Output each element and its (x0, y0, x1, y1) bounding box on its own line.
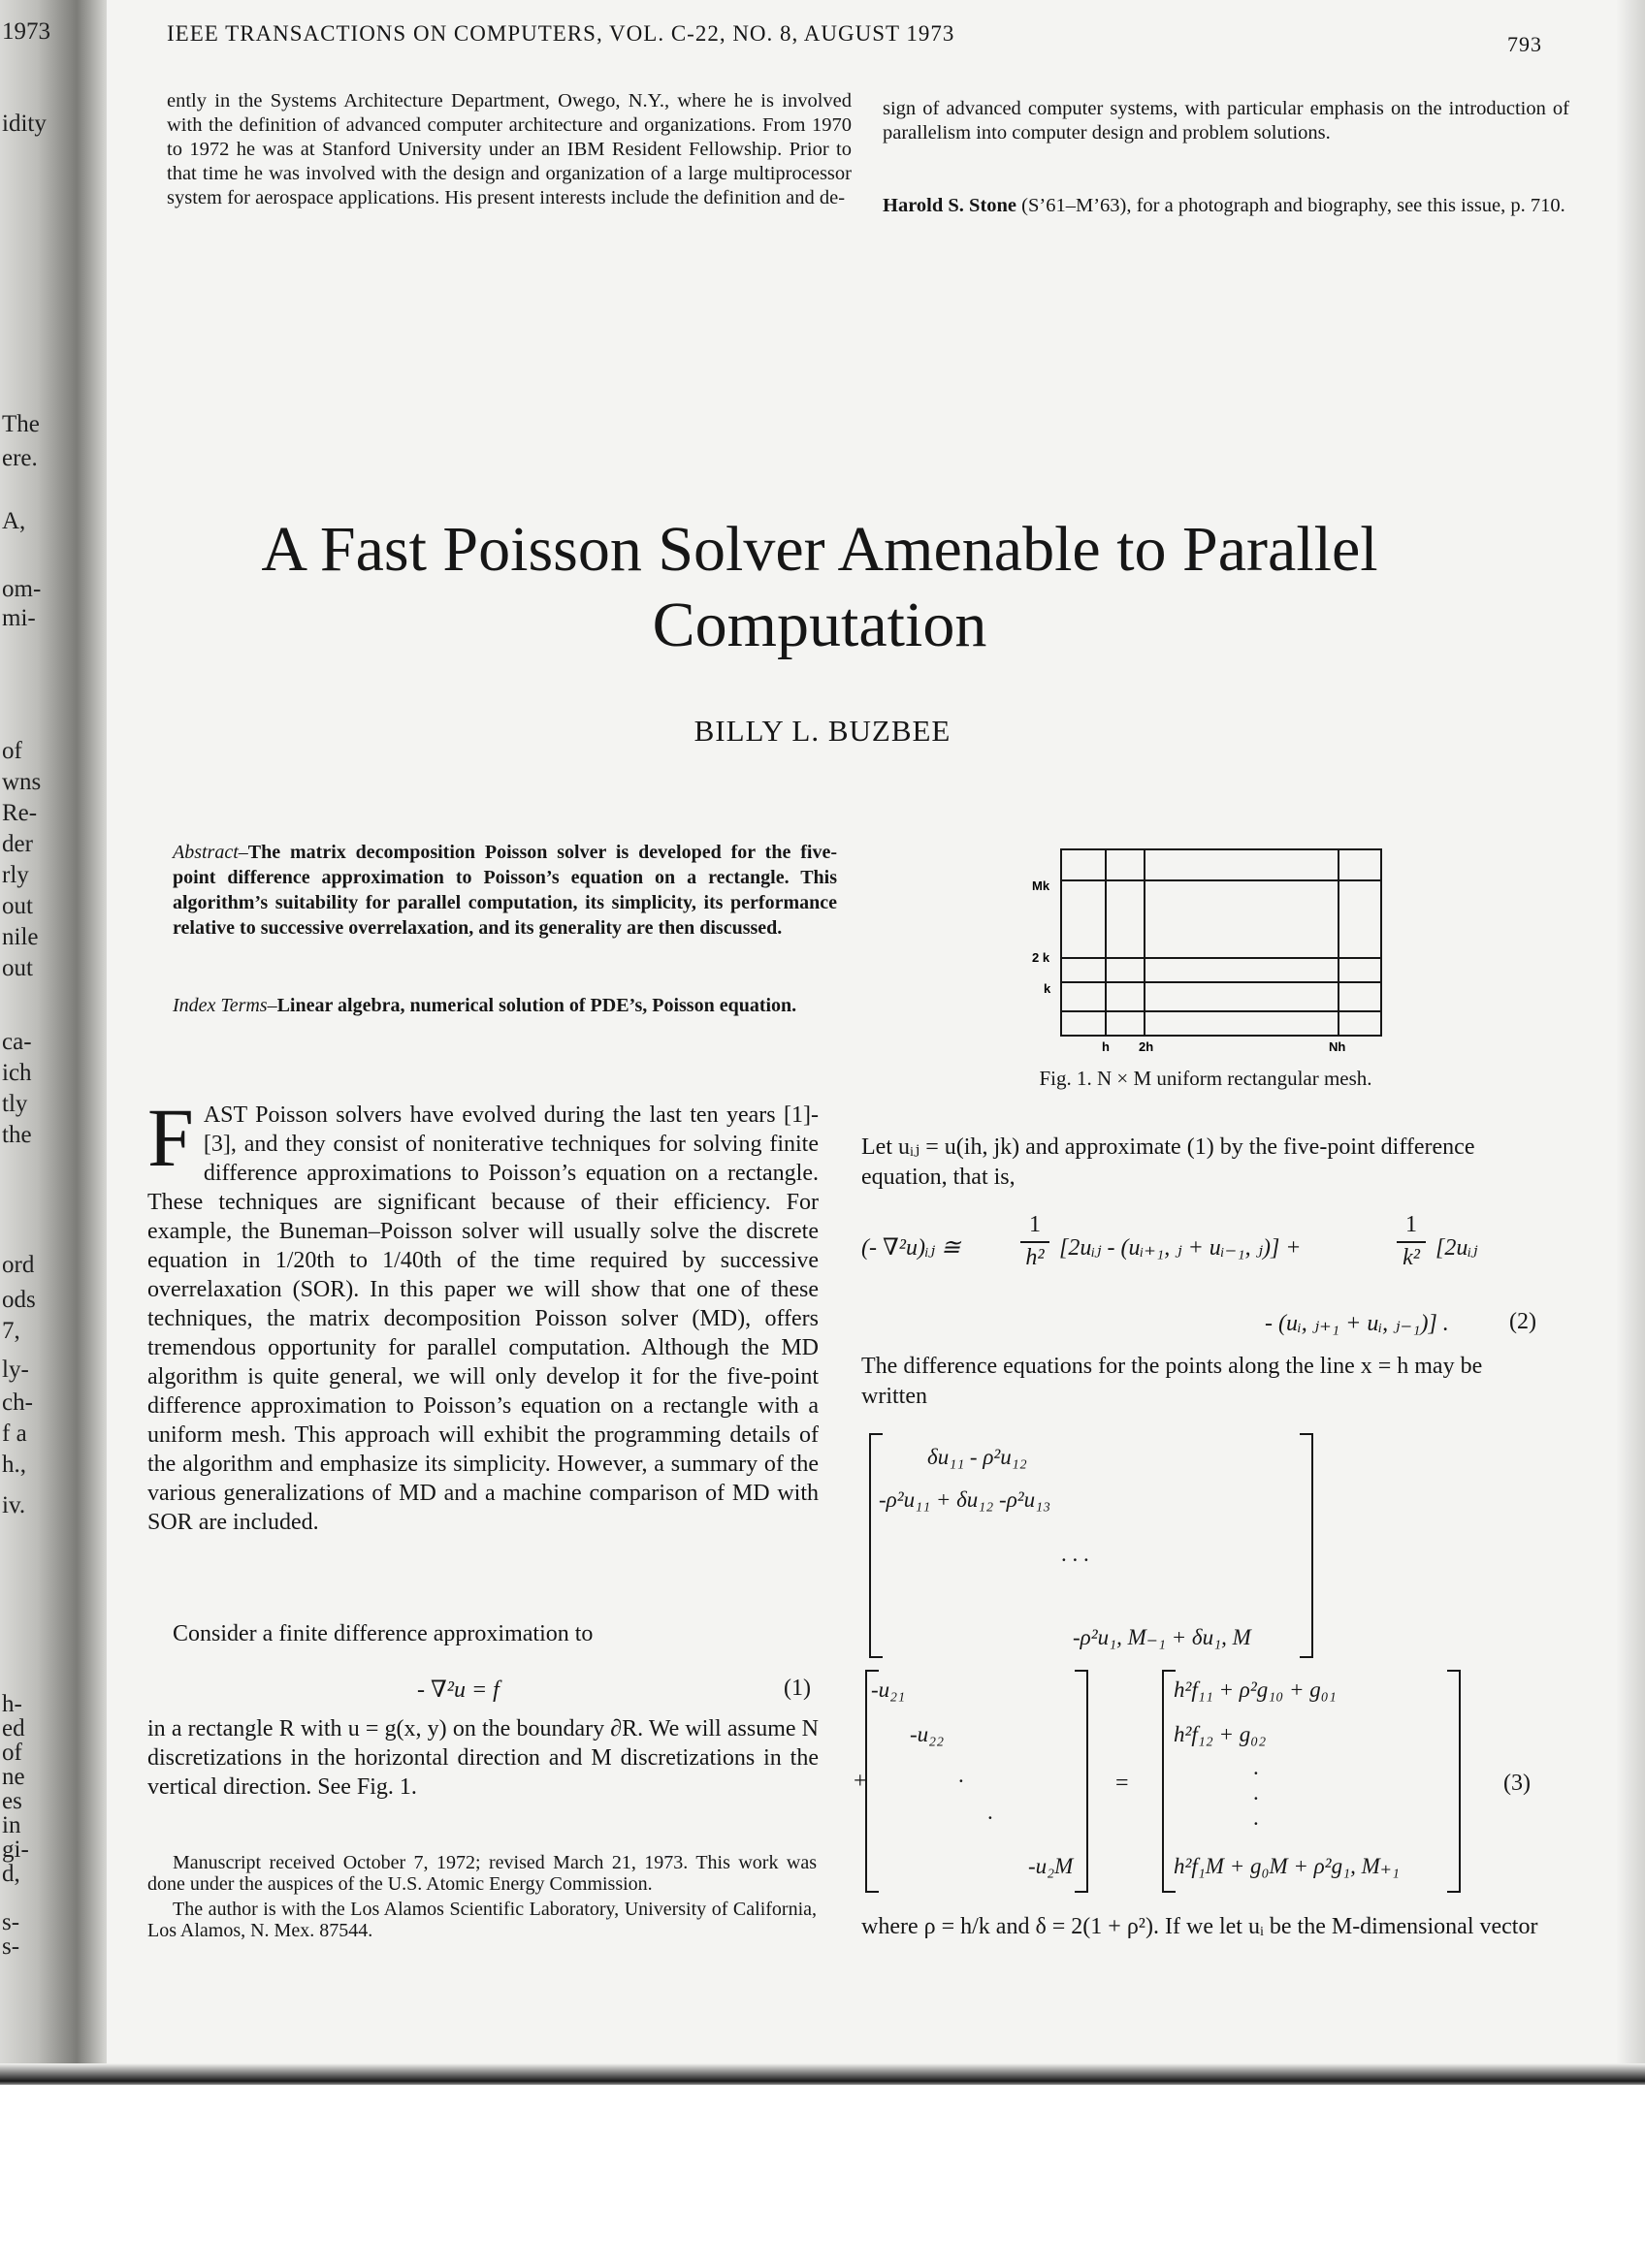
spine-fragment: h., (2, 1452, 26, 1478)
eq2-frac1-bar (1020, 1241, 1049, 1243)
spine-fragment: Re- (2, 800, 38, 826)
footnote-affiliation: The author is with the Los Alamos Scientific Laboratory, University of California, Los Alamos, N. Mex. 87544. (147, 1899, 817, 1941)
matrix-b-row-last: -u₂M (1028, 1854, 1074, 1878)
matrix-a-dots: . . . (1061, 1542, 1089, 1566)
matrix-b-row-1: -u₂₁ (871, 1677, 906, 1702)
equation-2-number: (2) (1509, 1309, 1536, 1334)
abstract-text: The matrix decomposition Poisson solver is developed for the five-point difference approximation to Poisson’s equation on a rectangle. This algorithm’s suitability for parallel computation, its simplicity, its performance relative to successive overrelaxation, and its generality are then discussed. (173, 842, 837, 939)
scan-margin (0, 2085, 1645, 2268)
matrix-a-row-last: -ρ²u₁, M₋₁ + δu₁, M (1073, 1625, 1251, 1649)
consider-paragraph: Consider a finite difference approximation to (173, 1621, 594, 1646)
eq2-frac2-num: 1 (1405, 1212, 1417, 1237)
spine-fragment: ly- (2, 1357, 29, 1383)
author: BILLY L. BUZBEE (693, 714, 952, 748)
spine-fragment: ch- (2, 1390, 33, 1416)
spine-fragment: out (2, 893, 33, 919)
matrix-c-dot-1: . (1253, 1755, 1259, 1779)
let-paragraph: Let uᵢⱼ = u(ih, jk) and approximate (1) by the five-point difference equation, that is, (861, 1134, 1475, 1190)
stone-name: Harold S. Stone (883, 195, 1017, 216)
equation-3-number: (3) (1503, 1771, 1531, 1796)
spine-fragment: the (2, 1122, 32, 1148)
where-paragraph: where ρ = h/k and δ = 2(1 + ρ²). If we let uᵢ be the M-dimensional vector (861, 1914, 1538, 1939)
mesh-border (1061, 849, 1381, 1036)
running-head: IEEE TRANSACTIONS ON COMPUTERS, VOL. C-22, NO. 8, AUGUST 1973 (167, 21, 955, 46)
spine-fragment: s- (2, 1933, 20, 1960)
spine-fragment: tly (2, 1091, 28, 1117)
title-line-2: Computation (652, 590, 987, 660)
intro-paragraph (147, 1091, 819, 1537)
matrix-c-row-last: h²f₁M + g₀M + ρ²g₁, M₊₁ (1174, 1854, 1400, 1878)
matrix-b-left-bracket (865, 1670, 879, 1893)
label-h: h (1102, 1039, 1110, 1054)
stone-bio-text: (S’61–M’63), for a photograph and biography, see this issue, p. 710. (1016, 195, 1565, 216)
plus-sign: + (854, 1769, 867, 1794)
eq2-tail: [2uᵢⱼ (1435, 1235, 1478, 1261)
spine-fragment: ca- (2, 1029, 32, 1055)
spine-fragment: A, (2, 508, 26, 534)
spine-fragment: nile (2, 924, 39, 950)
figure-1-mesh (1028, 842, 1397, 1055)
spine-fragment: 7, (2, 1318, 20, 1344)
drop-cap: F (147, 1091, 194, 1184)
page-right-edge (1616, 0, 1645, 2085)
spine-fragment: ods (2, 1287, 36, 1313)
spine-fragment: ord (2, 1252, 35, 1278)
spine-fragment: s- (2, 1909, 20, 1935)
spine-fragment: der (2, 831, 33, 857)
spine-fragment: es (2, 1788, 22, 1814)
spine-fragment: om- (2, 576, 42, 602)
index-text: Linear algebra, numerical solution of PDE’s, Poisson equation. (276, 995, 797, 1016)
spine-fragment: iv. (2, 1492, 26, 1518)
eq2-frac2-den: k² (1403, 1245, 1420, 1270)
prev-bio-right: sign of advanced computer systems, with particular emphasis on the introduction of parallelism into computer design and problem solutions. (883, 98, 1569, 144)
matrix-c-right-bracket (1447, 1670, 1461, 1893)
rectangle-paragraph: in a rectangle R with u = g(x, y) on the boundary ∂R. We will assume N discretizations in the horizontal direction and M discretizations in the vertical direction. See Fig. 1. (147, 1716, 819, 1800)
spine-fragment: rly (2, 862, 29, 888)
spine-fragment: f a (2, 1421, 27, 1447)
spine-fragment: 1973 (2, 18, 50, 45)
index-terms (173, 993, 837, 1018)
spine-fragment: of (2, 738, 22, 764)
label-mk: Mk (1032, 878, 1050, 893)
footnote-manuscript: Manuscript received October 7, 1972; revised March 21, 1973. This work was done under the auspices of the U.S. Atomic Energy Commission. (147, 1852, 817, 1895)
matrix-c-row-1: h²f₁₁ + ρ²g₁₀ + g₀₁ (1174, 1677, 1337, 1702)
footnotes (147, 1852, 817, 1945)
equation-1-number: (1) (784, 1676, 811, 1701)
figure-1-caption: Fig. 1. N × M uniform rectangular mesh. (1039, 1067, 1372, 1090)
spine-fragment: The (2, 411, 40, 437)
page-number: 793 (1507, 32, 1542, 56)
spine-fragment: h- (2, 1691, 22, 1717)
index-lead: Index Terms– (173, 995, 277, 1016)
spine-fragment: ed (2, 1715, 25, 1741)
equation-1: - ∇²u = f (417, 1677, 500, 1703)
matrix-a-row-2: -ρ²u₁₁ + δu₁₂ -ρ²u₁₃ (879, 1487, 1051, 1512)
matrix-a-left-bracket (869, 1433, 883, 1658)
eq2-middle: [2uᵢⱼ - (uᵢ₊₁, ⱼ + uᵢ₋₁, ⱼ)] + (1059, 1235, 1302, 1261)
equals-sign: = (1115, 1771, 1129, 1796)
abstract-lead: Abstract– (173, 842, 248, 863)
prev-bio-left: ently in the Systems Architecture Department, Owego, N.Y., where he is involved with the definition of advanced computer architecture and organizations. From 1970 to 1972 he was at Stanford University under an IBM Resident Fellowship. Prior to that time he was involved with the design and organization of a large multiprocessor system for aerospace applications. His present interests include the definition and de- (167, 90, 852, 208)
label-2k: 2 k (1032, 950, 1050, 965)
spine-fragment: ich (2, 1060, 32, 1086)
matrix-a-right-bracket (1300, 1433, 1313, 1658)
eq2-frac1-den: h² (1025, 1245, 1045, 1270)
matrix-a-row-1: δu₁₁ - ρ²u₁₂ (927, 1445, 1027, 1469)
spine-fragment: ere. (2, 445, 38, 471)
eq2-line-2: - (uᵢ, ⱼ₊₁ + uᵢ, ⱼ₋₁)] . (1265, 1311, 1449, 1336)
spine-fragment: wns (2, 769, 42, 795)
article-title (145, 512, 1494, 663)
eq2-frac2-bar (1397, 1241, 1426, 1243)
spine-fragment: in (2, 1812, 21, 1838)
spine-fragment: of (2, 1740, 22, 1766)
matrix-b-dot-2: . (987, 1800, 993, 1824)
label-nh: Nh (1329, 1039, 1346, 1054)
intro-text: AST Poisson solvers have evolved during the last ten years [1]-[3], and they consist of noniterative techniques for solving finite difference approximations to Poisson’s equation on a rectangle. These techniques are significant because of their efficiency. For example, the Buneman–Poisson solver will usually solve the discrete equation in 1/20th to 1/40th of the time required by successive overrelaxation (SOR). In this paper we will show that one of these techniques, the matrix decomposition Poisson solver (MD), offers tremendous opportunity for parallel computation. Although the MD algorithm is quite general, we will only develop it for the five-point difference approximation to Poisson’s equation on a rectangle with a uniform mesh. This approach will exhibit the programming details of the algorithm and emphasize its simplicity. However, a summary of the various generalizations of MD and a machine comparison of MD with SOR are included. (147, 1102, 819, 1535)
spine-fragment: d, (2, 1861, 20, 1887)
abstract (173, 840, 837, 941)
title-line-1: A Fast Poisson Solver Amenable to Parallel (261, 514, 1378, 585)
matrix-b-right-bracket (1075, 1670, 1088, 1893)
matrix-c-dot-2: . (1253, 1780, 1259, 1805)
spine-fragment: mi- (2, 605, 36, 631)
label-2h: 2h (1139, 1039, 1154, 1054)
spine-fragment: ne (2, 1764, 25, 1790)
matrix-b-dot-1: . (958, 1763, 964, 1787)
matrix-b-row-2: -u₂₂ (910, 1722, 945, 1746)
spine-fragment: gi- (2, 1837, 29, 1863)
matrix-c-dot-3: . (1253, 1805, 1259, 1830)
spine-fragment: out (2, 955, 33, 981)
difference-paragraph: The difference equations for the points along the line x = h may be written (861, 1354, 1483, 1409)
spine-fragment: idity (2, 111, 47, 137)
label-k: k (1044, 981, 1051, 996)
eq2-frac1-num: 1 (1029, 1212, 1041, 1237)
eq2-lhs: (- ∇²u)ᵢⱼ ≅ (861, 1235, 961, 1261)
stone-bio (883, 194, 1569, 218)
matrix-c-row-2: h²f₁₂ + g₀₂ (1174, 1722, 1267, 1746)
